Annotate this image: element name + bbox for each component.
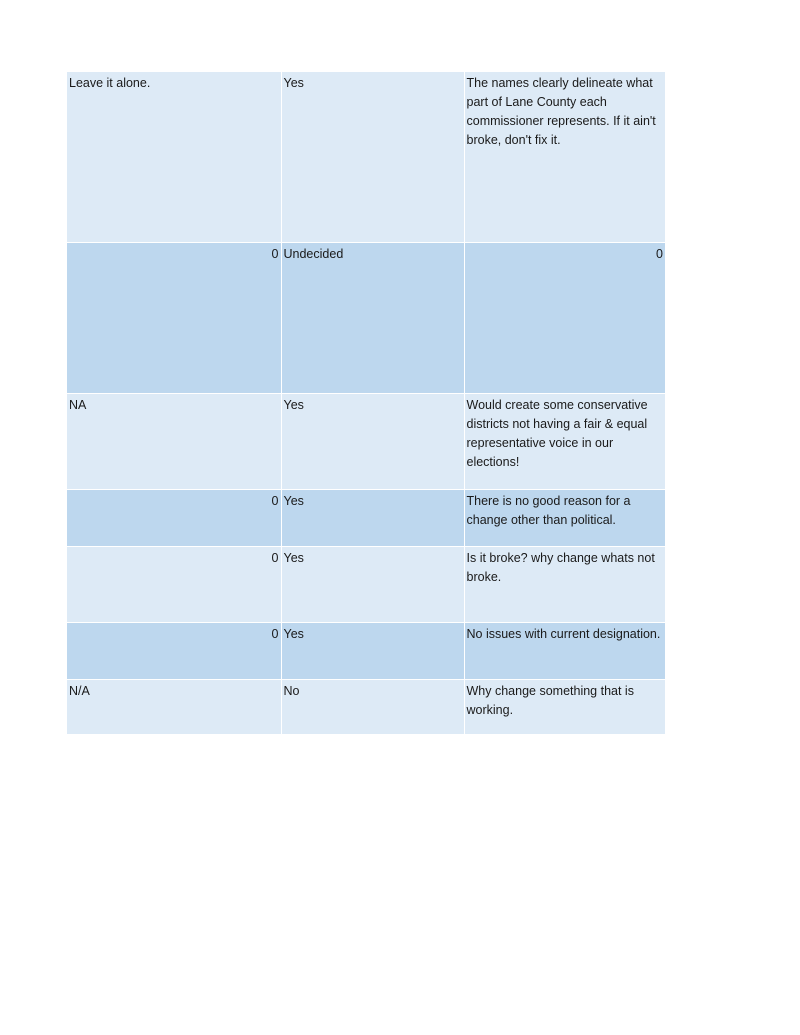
response-cell-col2: Yes	[281, 622, 464, 679]
response-cell-col1: Leave it alone.	[67, 72, 281, 242]
response-cell-col3: No issues with current designation.	[464, 622, 665, 679]
response-cell-col1: 0	[67, 242, 281, 393]
response-cell-col2: Undecided	[281, 242, 464, 393]
table-row	[67, 546, 665, 622]
response-cell-col1: 0	[67, 489, 281, 546]
response-cell-col2: Yes	[281, 72, 464, 242]
response-cell-col2: Yes	[281, 546, 464, 622]
response-cell-col3: There is no good reason for a change other than political.	[464, 489, 665, 546]
table-row	[67, 679, 665, 734]
response-cell-col2: Yes	[281, 393, 464, 489]
response-cell-col3: Would create some conservative districts not having a fair & equal representative voice in our elections!	[464, 393, 665, 489]
table-row	[67, 242, 665, 393]
response-cell-col3: Why change something that is working.	[464, 679, 665, 734]
table-row	[67, 489, 665, 546]
response-cell-col1: N/A	[67, 679, 281, 734]
response-cell-col3: 0	[464, 242, 665, 393]
table-row	[67, 622, 665, 679]
table-row	[67, 393, 665, 489]
response-cell-col1: 0	[67, 622, 281, 679]
response-cell-col3: Is it broke? why change whats not broke.	[464, 546, 665, 622]
response-cell-col1: NA	[67, 393, 281, 489]
response-cell-col1: 0	[67, 546, 281, 622]
response-cell-col3: The names clearly delineate what part of Lane County each commissioner represents. If it ain't broke, don't fix it.	[464, 72, 665, 242]
response-cell-col2: Yes	[281, 489, 464, 546]
survey-responses-table	[67, 72, 665, 734]
response-cell-col2: No	[281, 679, 464, 734]
table-row	[67, 72, 665, 242]
